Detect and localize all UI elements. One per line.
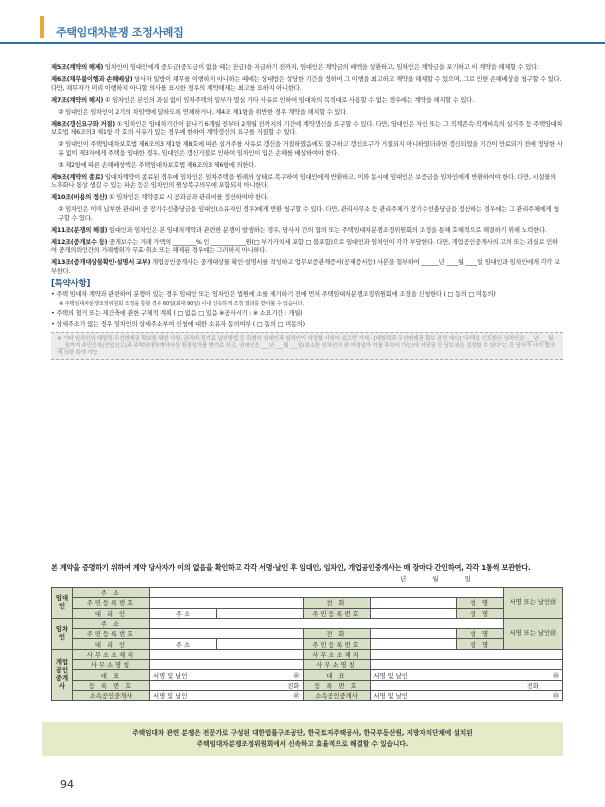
agent-rep-label-b: 대 표 [303, 670, 370, 680]
tenant-proxy-label: 대 리 인 [73, 639, 150, 649]
article-7-2: ② 임대인은 임차인이 2기의 차임액에 달하도록 연체하거나, 제4조 제1항을 위반한 경우 계약을 해지할 수 있다. [58, 108, 348, 116]
landlord-phone-label: 전 화 [303, 598, 370, 608]
landlord-proxy-name: 성 명 [457, 608, 504, 618]
tenant-rrn-label: 주민등록번호 [73, 629, 150, 639]
article-5: 제5조(계약의 해제) 임차인이 임대인에게 중도금(중도금이 없을 때는 잔금)을 지급하기 전까지, 임대인은 계약금의 배액을 상환하고, 임차인은 계약금을 포기하고 이 계약을 해제할 수 있다. [51, 64, 539, 71]
agent-rep-sign-a[interactable]: 서명 및 날인 ㊞ [150, 670, 304, 680]
article-8-2: ② 임대인이 주택임대차보호법 제6조의3 제1항 제8호에 따른 실거주를 사유로 갱신을 거절하였음에도 불구하고 갱신요구가 거절되지 아니하였더라면 갱신되었을 기간이 만료되기 전에 정당한 사유 없이 제3자에게 주택을 임대한 경우, 임대인은 갱신거절로 인하여 임차인이 입은 손해를 배상하여야 한다. [58, 141, 563, 157]
header-title: 주택임대차분쟁 조정사례집 [56, 26, 184, 39]
agent-office-name-field-a[interactable] [150, 660, 304, 670]
article-12: 제12조(중개보수 등) 중개보수는 거래 가액의 ________% 인 ____________원(□ 부가가치세 포함 □ 불포함)으로 임대인과 임차인이 각각 부담한다. 다만, 개업공인중개사의 고의 또는 과실로 인하여 중개의뢰인간의 거래행위가 무효·취소 또는 해제된 경우에는 그러하지 아니하다. [51, 238, 558, 255]
article-7: 제7조(계약의 해지) ① 임차인은 본인의 과실 없이 임차주택의 일부가 멸실 기타 사유로 인하여 임대차의 목적대로 사용할 수 없는 경우에는 계약을 해지할 수 있다. [51, 96, 474, 104]
tenant-name-label: 성 명 [457, 629, 504, 639]
article-10-2: ② 임차인은 이미 납부한 관리비 중 장기수선충당금을 임대인(소유자인 경우)에게 반환 청구할 수 있다. 다만, 관리사무소 등 관리주체가 장기수선충당금을 정산하는 경우에는 그 관리주체에게 청구할 수 있다. [58, 206, 559, 222]
signing-intro: 본 계약을 증명하기 위하여 계약 당사자가 이의 없음을 확인하고 각각 서명·날인 후 임대인, 임차인, 개업공인중개사는 매 장마다 간인하여, 각각 1통씩 보관한다. [51, 563, 531, 572]
landlord-rrn-field[interactable] [150, 598, 304, 608]
article-13: 제13조(중개대상물확인·설명서 교부) 개업공인중개사는 중개대상물 확인·설명서를 작성하고 업무보증관계증서(공제증서등) 사본을 첨부하여 ______년 ____월 ____일 임대인과 임차인에게 각각 교부한다. [51, 259, 560, 275]
agent-affiliate-label-a: 소속공인중개사 [73, 690, 150, 700]
agent-office-name-field-b[interactable] [370, 660, 563, 670]
special-example-box: ※ 기타 임차인의 대항력·우선변제권 확보를 위한 사항, 관리비·전기료 납부방법 등 특별히 임대인과 임차인이 약정할 사항이 있으면 기재 - [대항력과 우선변제권 확보 관련 예시] "주택을 인도받은 임차인은 ___년 ___월 ___일까지 주민등록(전입신고)과 주택임대차계약서상 확정일자를 받기로 하고, 임대인은 ___년 ___월 ___일(최소한 임차인의 위 약정일자 이틀 후부터 가능)에 저당권 등 담보권을 설정할 수 있다"는 등 당사자 사이 합의에 의한 특약 가능 [51, 332, 563, 360]
agent-rep-sign-b[interactable]: 서명 및 날인 ㊞ [370, 670, 563, 680]
tenant-address-label: 주 소 [73, 618, 150, 628]
tenant-rrn-field[interactable] [150, 629, 304, 639]
landlord-proxy-address: 주 소 [150, 608, 217, 618]
agent-office-addr-field-a[interactable] [150, 649, 304, 659]
landlord-name-label: 성 명 [457, 598, 504, 608]
special-item-demolition: • 주택의 철거 또는 재건축에 관한 구체적 계획 ( □ 없음 □ 있음 ※공사시기 : ※ 소요기간 : 개월) [51, 310, 303, 318]
tenant-proxy-rrn-field[interactable] [370, 639, 457, 649]
tenant-address-field[interactable] [150, 618, 504, 628]
header-accent-bar [40, 16, 44, 38]
landlord-sign[interactable]: 서명 또는 날인㊞ [504, 588, 563, 619]
landlord-proxy-label: 대 리 인 [73, 608, 150, 618]
tenant-sign[interactable]: 서명 또는 날인㊞ [504, 618, 563, 649]
special-item-dispute: • 주택 임대차 계약과 관련하여 분쟁이 있는 경우 임대인 또는 임차인은 법원에 소를 제기하기 전에 먼저 주택임대차분쟁조정위원회에 조정을 신청한다 ( □ 동의 □ 미동의) [51, 290, 496, 298]
signing-date: 년 월 일 [400, 575, 471, 583]
special-terms-heading: [특약사항] [51, 278, 91, 289]
landlord-group: 임대인 [52, 588, 73, 619]
tenant-proxy-name: 성 명 [457, 639, 504, 649]
tenant-proxy-address: 주 소 [150, 639, 217, 649]
tenant-group: 임차인 [52, 618, 73, 649]
footer-line-1: 주택임대차 관련 분쟁은 전문가로 구성된 대한법률구조공단, 한국토지주택공사, 한국부동산원, 지방자치단체에 설치된 [132, 729, 473, 737]
agent-office-addr-field-b[interactable] [370, 649, 563, 659]
agent-affiliate-sign-a[interactable]: 서명 및 날인 ㊞ [150, 690, 304, 700]
page-header [0, 0, 605, 44]
tenant-phone-field[interactable] [370, 629, 457, 639]
special-terms [51, 280, 563, 360]
landlord-address-label: 주 소 [73, 588, 150, 598]
footer-line-2: 주택임대차분쟁조정위원회에서 신속하고 효율적으로 해결할 수 있습니다. [196, 740, 409, 748]
agent-reg-field-b[interactable]: 전화 [370, 680, 563, 690]
footer-notice [42, 722, 563, 756]
tenant-proxy-address-field[interactable] [217, 639, 304, 649]
article-10: 제10조(비용의 정산) ① 임차인은 계약종료 시 공과금과 관리비를 정산하여야 한다. [51, 194, 269, 202]
landlord-phone-field[interactable] [370, 598, 457, 608]
landlord-proxy-rrn-field[interactable] [370, 608, 457, 618]
landlord-rrn-label: 주민등록번호 [73, 598, 150, 608]
agent-group: 개업공인중개사 [52, 649, 73, 700]
agent-reg-label-a: 등 록 번 호 [73, 680, 150, 690]
article-11: 제11조(분쟁의 해결) 임대인과 임차인은 본 임대차계약과 관련한 분쟁이 발생하는 경우, 당사자 간의 협의 또는 주택임대차분쟁조정위원회의 조정을 통해 호혜적으로 해결하기 위해 노력한다. [51, 226, 547, 234]
signature-table [51, 587, 563, 701]
article-9: 제9조(계약의 종료) 임대차계약이 종료된 경우에 임차인은 임차주택을 원래의 상태로 복구하여 임대인에게 반환하고, 이와 동시에 임대인은 보증금을 임차인에게 반환하여야 한다. 다만, 시설물의 노후화나 통상 생길 수 있는 파손 등은 임차인의 원상복구의무에 포함되지 아니한다. [51, 173, 556, 190]
page-number: 94 [60, 778, 74, 791]
contract-body [51, 64, 563, 360]
agent-affiliate-sign-b[interactable]: 서명 및 날인 ㊞ [370, 690, 563, 700]
special-item-address: • 상세주소가 없는 경우 임차인의 상세주소부여 신청에 대한 소유자 동의여부 ( □ 동의 □ 미동의) [51, 320, 305, 328]
landlord-proxy-address-field[interactable] [217, 608, 304, 618]
agent-reg-label-b: 등 록 번 호 [303, 680, 370, 690]
article-8: 제8조(갱신요구와 거절) ① 임차인은 임대차기간이 끝나기 6개월 전부터 2개월 전까지의 기간에 계약갱신을 요구할 수 있다. 다만, 임대인은 자신 또는 그 직계존속·직계비속의 실거주 등 주택임대차보호법 제6조의3 제1항 각 호의 사유가 있는 경우에 한하여 계약갱신의 요구를 거절할 수 있다. [51, 120, 563, 137]
header-rule [0, 42, 605, 44]
agent-rep-label-a: 대 표 [73, 670, 150, 680]
agent-office-name-label-b: 사무소명칭 [303, 660, 370, 670]
article-6: 제6조(채무불이행과 손해배상) 당사자 일방이 채무를 이행하지 아니하는 때에는 상대방은 상당한 기간을 정하여 그 이행을 최고하고 계약을 해제할 수 있으며, 그로 인한 손해배상을 청구할 수 있다. 다만, 채무자가 미리 이행하지 아니할 의사를 표시한 경우의 계약해제는 최고를 요하지 아니한다. [51, 75, 562, 92]
tenant-proxy-rrn: 주민등록번호 [303, 639, 370, 649]
landlord-address-field[interactable] [150, 588, 504, 598]
agent-office-name-label-a: 사무소명칭 [73, 660, 150, 670]
agent-affiliate-label-b: 소속공인중개사 [303, 690, 370, 700]
article-8-3: ③ 제2항에 따른 손해배상액은 주택임대차보호법 제6조의3 제6항에 의한다. [58, 161, 256, 169]
agent-office-addr-label-b: 사무소소재지 [303, 649, 370, 659]
tenant-phone-label: 전 화 [303, 629, 370, 639]
agent-reg-field-a[interactable]: 전화 [150, 680, 304, 690]
agent-office-addr-label-a: 사무소소재지 [73, 649, 150, 659]
landlord-proxy-rrn: 주민등록번호 [303, 608, 370, 618]
special-note: ※ 주택임대차분쟁조정위원회 조정을 통할 경우 60일(최대 90일) 이내 신속하게 조정 결과를 받아볼 수 있습니다. [59, 301, 304, 308]
